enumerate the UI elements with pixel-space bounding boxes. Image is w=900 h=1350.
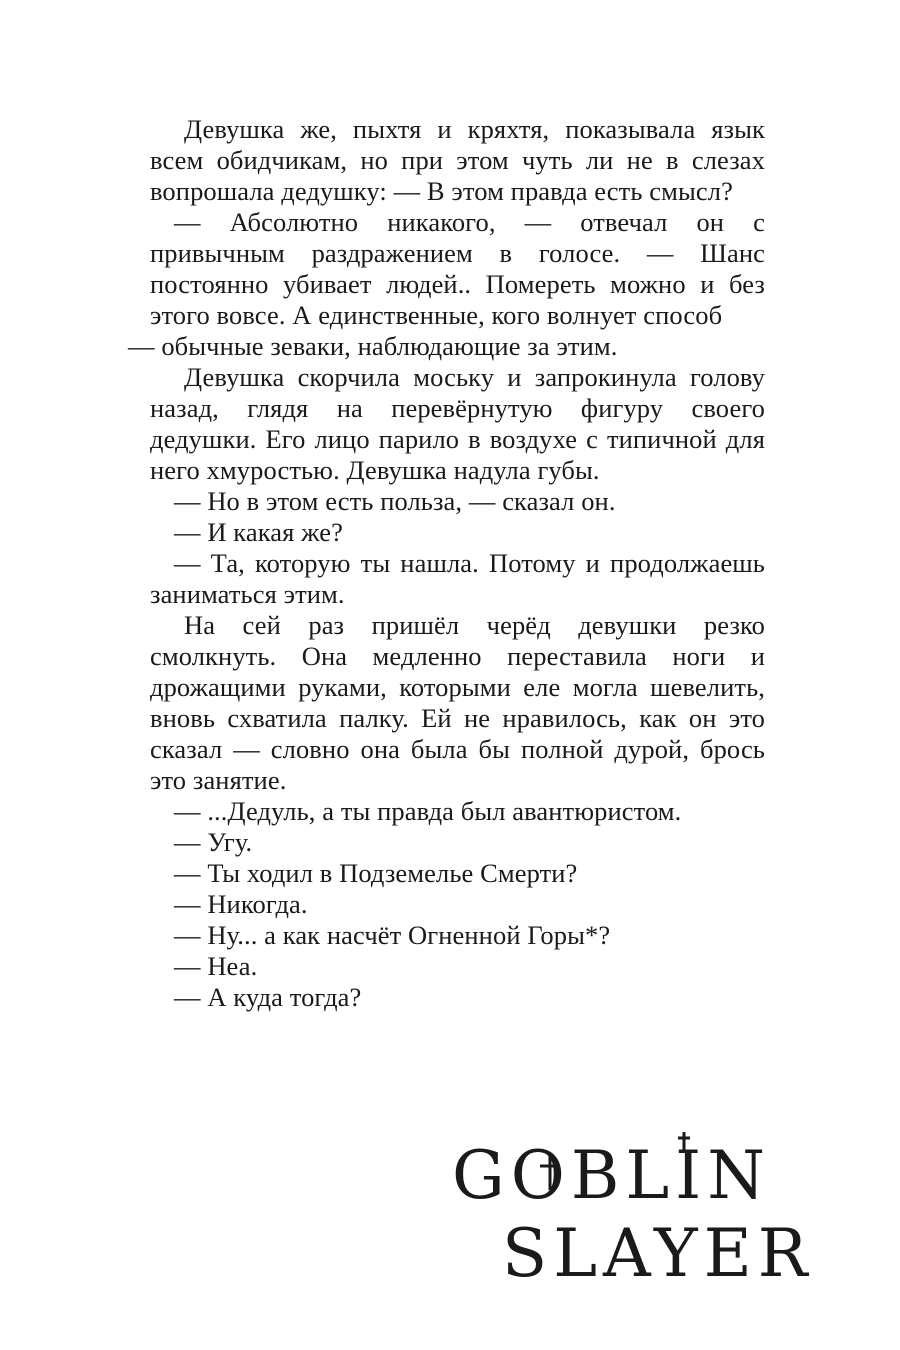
paragraph-2: — Абсолютно никакого, — отвечал он с привычным раздражением в голосе. — Шанс постоянно убивает людей.. Помереть можно и без этого вовсе. А единственные, кого волнует способ [150,207,765,330]
dialogue-line-1: — Но в этом есть польза, — сказал он. [174,486,616,516]
paragraph-3: Девушка скорчила моську и запрокинула голову назад, глядя на перевёрнутую фигуру своего дедушки. Его лицо парило в воздухе с типичной для него хмуростью. Девушка надула губы. [150,362,765,485]
logo-line-2: SLAYER [502,1215,814,1290]
logo-graphic [452,1130,832,1290]
paragraph-4: На сей раз пришёл черёд девушки резко смолкнуть. Она медленно переставила ноги и дрожащими руками, которыми еле могла шевелить, вновь схватила палку. Ей не нравилось, как он это сказал — словно она была бы полной дурой, брось это занятие. [150,610,765,795]
dialogue-line-6: — Ты ходил в Подземелье Смерти? [174,858,578,888]
goblin-slayer-logo [452,1130,832,1290]
dialogue-line-7: — Никогда. [174,889,308,919]
book-page-text [128,114,765,1013]
dialogue-line-9: — Неа. [174,951,258,981]
paragraph-2-continuation: — обычные зеваки, наблюдающие за этим. [128,331,618,361]
dialogue-line-5: — Угу. [174,827,253,857]
dialogue-line-10: — А куда тогда? [174,982,362,1012]
paragraph-1: Девушка же, пыхтя и кряхтя, показывала язык всем обидчикам, но при этом чуть ли не в слезах вопрошала дедушку: — В этом правда есть смысл? [150,114,765,206]
dialogue-line-8: — Ну... а как насчёт Огненной Горы*? [174,920,611,950]
dialogue-line-2: — И какая же? [174,517,343,547]
dialogue-line-3: — Та, которую ты нашла. Потому и продолжаешь заниматься этим. [150,548,765,609]
dialogue-line-4: — ...Дедуль, а ты правда был авантюристом. [174,796,682,826]
logo-line-1: GOBLIN [452,1137,771,1214]
